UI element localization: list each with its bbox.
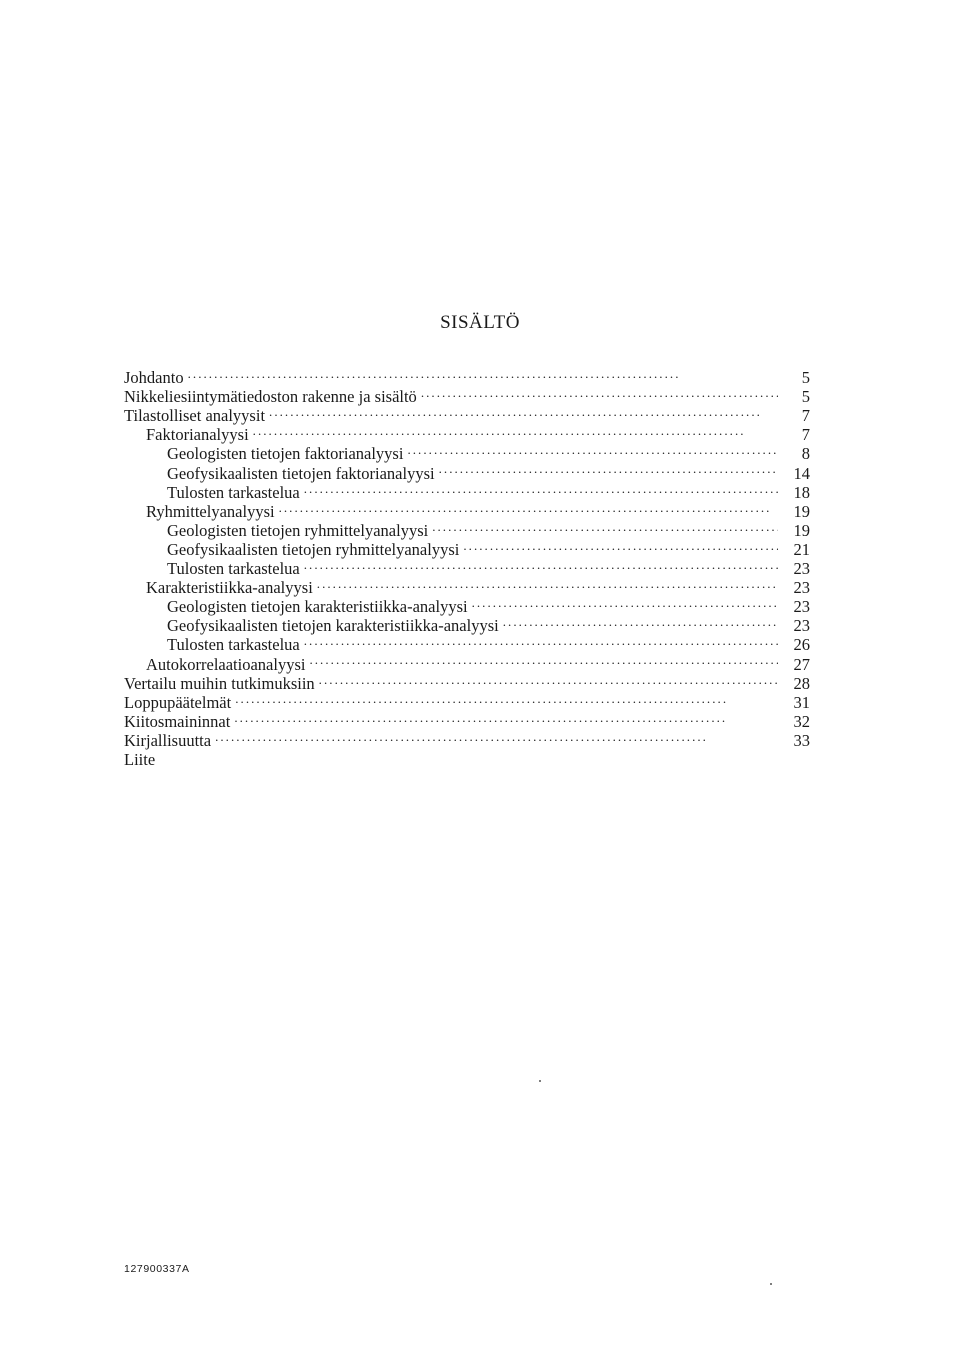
toc-leader-dots [317,574,778,593]
toc-entry [124,727,810,750]
toc-entry-label: Tulosten tarkastelua [167,482,300,502]
toc-leader-dots [407,440,778,459]
toc-entry-page: 32 [793,711,810,731]
toc-leader-dots [269,402,778,421]
toc-entry-label: Ryhmittelyanalyysi [146,501,275,521]
toc-entry [124,364,810,388]
toc-leader-dots [421,383,778,402]
toc-entry-page: 28 [793,673,810,693]
toc-entry-page: 19 [793,520,810,540]
table-of-contents [124,364,810,769]
toc-entry-label: Vertailu muihin tutkimuksiin [124,673,315,693]
toc-leader-dots [463,536,778,555]
toc-entry-label: Geofysikaalisten tietojen faktorianalyysi [167,463,435,483]
toc-entry-label: Kiitosmaininnat [124,711,231,731]
toc-leader-dots [188,364,778,383]
toc-entry-label: Loppupäätelmät [124,692,232,712]
toc-entry-label: Nikkeliesiintymätiedoston rakenne ja sisältö [124,387,417,407]
toc-entry-page: 23 [793,578,810,598]
toc-entry-page: 31 [793,692,810,712]
toc-leader-dots [279,498,778,517]
toc-leader-dots [235,689,778,708]
toc-entry-page: 27 [793,654,810,674]
toc-entry-page: 23 [793,616,810,636]
toc-entry-page: 5 [801,387,810,407]
toc-entry-label: Geologisten tietojen karakteristiikka-analyysi [167,597,468,617]
toc-entry-page: 7 [801,406,810,426]
toc-entry-label: Geologisten tietojen ryhmittelyanalyysi [167,520,429,540]
toc-entry-page: 33 [793,730,810,750]
toc-leader-dots [432,517,778,536]
toc-entry-label: Geologisten tietojen faktorianalyysi [167,444,404,464]
toc-entry-page: 5 [801,368,810,388]
page-title: SISÄLTÖ [440,312,520,333]
toc-leader-dots [439,459,778,478]
toc-entry-label: Kirjallisuutta [124,730,212,750]
toc-leader-dots [159,746,778,765]
toc-entry-label: Autokorrelaatioanalyysi [146,654,306,674]
toc-entry-page: 19 [793,501,810,521]
toc-entry-label: Geofysikaalisten tietojen karakteristiikka-analyysi [167,616,499,636]
toc-entry-page: 23 [793,597,810,617]
toc-entry-page: 23 [793,559,810,579]
document-code: 127900337A [124,1263,190,1275]
toc-leader-dots [304,631,778,650]
toc-entry-label: Tilastolliset analyysit [124,406,266,426]
toc-entry-page: 26 [793,635,810,655]
toc-entry-page: 14 [793,463,810,483]
toc-entry-page: 18 [793,482,810,502]
toc-entry [124,746,810,769]
toc-entry-label: Tulosten tarkastelua [167,635,300,655]
toc-leader-dots [309,650,778,669]
toc-entry-page: 7 [801,425,810,445]
toc-leader-dots [503,612,778,631]
toc-entry-label: Liite [124,749,156,769]
toc-entry [124,383,810,407]
scan-speck [539,1080,541,1082]
toc-leader-dots [304,479,778,498]
toc-leader-dots [234,708,778,727]
toc-leader-dots [472,593,778,612]
toc-leader-dots [253,421,778,440]
toc-entry-page: 8 [801,444,810,464]
toc-leader-dots [215,727,778,746]
toc-entry-label: Faktorianalyysi [146,425,249,445]
toc-entry-label: Johdanto [124,368,184,388]
toc-leader-dots [319,670,778,689]
toc-leader-dots [304,555,778,574]
scan-speck [770,1283,772,1285]
toc-entry-label: Tulosten tarkastelua [167,559,300,579]
toc-entry-label: Geofysikaalisten tietojen ryhmittelyanalyysi [167,539,460,559]
toc-entry-label: Karakteristiikka-analyysi [146,578,313,598]
toc-entry-page: 21 [793,539,810,559]
